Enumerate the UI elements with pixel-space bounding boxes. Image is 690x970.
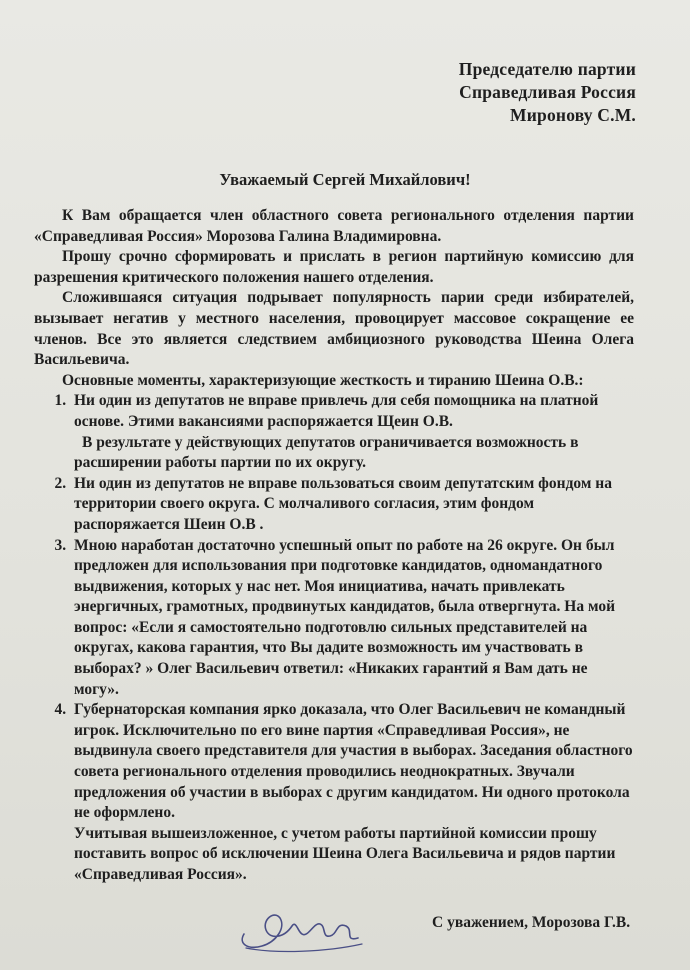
closing-signature-text: С уважением, Морозова Г.В. <box>432 914 631 931</box>
point-extra: В результате у действующих депутатов ограничивается возможность в расширении работы партии по их округу. <box>74 433 579 472</box>
paragraph: Основные моменты, характеризующие жесткость и тиранию Шеина О.В.: <box>62 371 584 389</box>
addressee-line: Председателю партии <box>458 59 636 79</box>
handwritten-signature <box>236 898 366 958</box>
addressee-block <box>459 58 636 127</box>
paragraph: Сложившаяся ситуация подрывает популярность парии среди избирателей, вызывает негатив у местного населения, провоцирует массовое сокращение ее членов. Все это является следствием амбициозного руководства Шеина Олега Васильевича. <box>34 289 634 369</box>
list-item <box>70 536 634 701</box>
point-text: 1. Ни один из депутатов не вправе привлечь для себя помощника на платной основе. Этими вакансиями распоряжается Щеин О.В. <box>74 392 599 430</box>
addressee-line: Справедливая Россия <box>459 82 636 102</box>
point-extra: Учитывая вышеизложенное, с учетом работы партийной комиссии прошу поставить вопрос об исключении Шеина Олега Васильевича и рядов партии «Справедливая Россия». <box>74 824 616 883</box>
points-list <box>34 391 634 885</box>
point-text: 2. Ни один из депутатов не вправе пользоваться своим депутатским фондом на территории своего округа. С молчаливого согласия, этим фондом распоряжается Шеин О.В . <box>74 474 612 533</box>
addressee-line: Миронову С.М. <box>510 105 636 125</box>
list-item <box>70 700 634 885</box>
list-item <box>70 391 634 473</box>
list-item <box>70 474 634 536</box>
point-text: 3. Мною наработан достаточно успешный опыт по работе на 26 округе. Он был предложен для использования при подготовке кандидатов, одномандатного выдвижения, которых у нас нет. Моя инициатива, начать привлекать энергичных, грамотных, продвинутых кандидатов, была отвергнута. На мой вопрос: «Если я самостоятельно подготовлю сильных представителей на округах, какова гарантия, что Вы дадите возможность им участвовать в выборах? » Олег Васильевич ответил: «Никаких гарантий я Вам дать не могу». <box>74 536 616 698</box>
paragraph: Прошу срочно сформировать и прислать в регион партийную комиссию для разрешения критического положения нашего отделения. <box>34 248 634 286</box>
point-text: 4. Губернаторская компания ярко доказала, что Олег Васильевич не командный игрок. Исключительно по его вине партия «Справедливая Россия», не выдвинула своего представителя для участия в выборах. Заседания областного совета регионального отделения проводились неоднократных. Звучали предложения об участии в выборах с другим кандидатом. Ни одного протокола не оформлено. <box>74 701 633 822</box>
letter-body <box>34 206 634 886</box>
salutation: Уважаемый Сергей Михайлович! <box>219 170 471 189</box>
paragraph: К Вам обращается член областного совета регионального отделения партии «Справедливая Россия» Морозова Галина Владимировна. <box>34 207 634 245</box>
